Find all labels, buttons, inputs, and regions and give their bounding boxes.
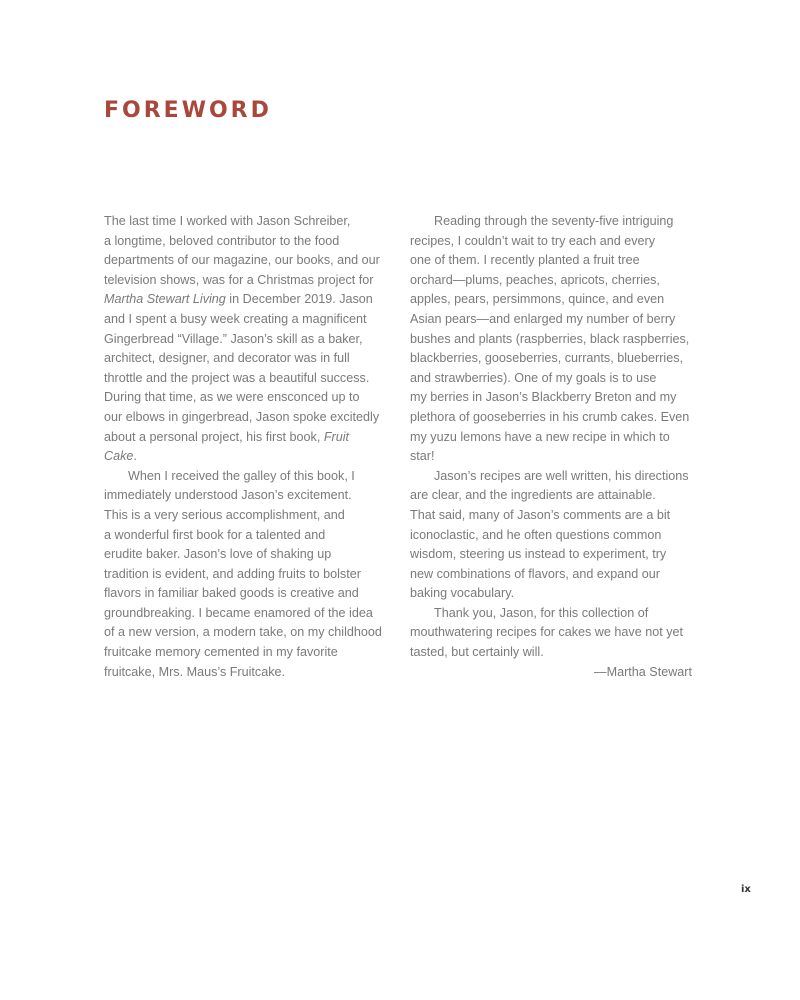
text-line: wisdom, steering us instead to experiment, try	[410, 547, 667, 562]
chapter-title: FOREWORD	[104, 98, 272, 123]
text-line: Thank you, Jason, for this collection of	[434, 605, 649, 620]
text-line: During that time, as we were ensconced up to	[104, 390, 360, 405]
text-line: one of them. I recently planted a fruit tree	[410, 253, 640, 268]
right-column	[410, 212, 710, 682]
italic-title: Cake	[104, 449, 134, 464]
text-line: our elbows in gingerbread, Jason spoke excitedly	[104, 409, 380, 424]
text-span: in December 2019. Jason	[225, 292, 373, 307]
text-span: about a personal project, his first book,	[104, 429, 324, 444]
text-line: a wonderful first book for a talented and	[104, 527, 326, 542]
text-line: erudite baker. Jason’s love of shaking up	[104, 547, 332, 562]
text-line: throttle and the project was a beautiful success.	[104, 370, 370, 385]
text-line: flavors in familiar baked goods is creative and	[104, 586, 359, 601]
text-line: my berries in Jason’s Blackberry Breton and my	[410, 390, 677, 405]
text-line: orchard—plums, peaches, apricots, cherries,	[410, 272, 660, 287]
text-span: .	[133, 449, 137, 464]
page-number: ix	[741, 884, 751, 895]
text-line: groundbreaking. I became enamored of the idea	[104, 605, 373, 620]
text-line: recipes, I couldn’t wait to try each and every	[410, 233, 656, 248]
text-line: and strawberries). One of my goals is to use	[410, 370, 657, 385]
text-line: Gingerbread “Village.” Jason’s skill as a baker,	[104, 331, 363, 346]
text-line: new combinations of flavors, and expand our	[410, 566, 660, 581]
text-line: Jason’s recipes are well written, his directions	[434, 468, 689, 483]
text-line: of a new version, a modern take, on my childhood	[104, 625, 382, 640]
text-line: a longtime, beloved contributor to the food	[104, 233, 340, 248]
text-line: Reading through the seventy-five intriguing	[434, 214, 674, 228]
italic-title: Fruit	[323, 429, 350, 444]
text-line: When I received the galley of this book, I	[128, 468, 355, 483]
text-line: This is a very serious accomplishment, and	[104, 507, 345, 522]
text-line: blackberries, gooseberries, currants, blueberries,	[410, 351, 683, 366]
text-line: The last time I worked with Jason Schreiber,	[104, 214, 351, 228]
text-line	[104, 428, 404, 448]
text-line: star!	[410, 449, 435, 464]
text-line: baking vocabulary.	[410, 586, 515, 601]
text-line: mouthwatering recipes for cakes we have not yet	[410, 625, 684, 640]
text-line: bushes and plants (raspberries, black raspberries,	[410, 331, 690, 346]
left-column	[104, 212, 404, 682]
text-line: architect, designer, and decorator was in full	[104, 351, 350, 366]
text-line: fruitcake memory cemented in my favorite	[104, 645, 338, 660]
text-line: and I spent a busy week creating a magnificent	[104, 311, 367, 326]
text-line: departments of our magazine, our books, and our	[104, 253, 380, 268]
text-line	[104, 447, 404, 467]
text-line: television shows, was for a Christmas project for	[104, 272, 374, 287]
text-line: iconoclastic, and he often questions common	[410, 527, 662, 542]
text-line: Asian pears—and enlarged my number of berry	[410, 311, 676, 326]
text-line: my yuzu lemons have a new recipe in which to	[410, 429, 670, 444]
text-line: tradition is evident, and adding fruits to bolster	[104, 566, 361, 581]
text-line	[104, 290, 404, 310]
text-line: tasted, but certainly will.	[410, 645, 544, 660]
signature: —Martha Stewart	[594, 664, 692, 679]
italic-title: Martha Stewart Living	[104, 292, 226, 307]
text-line: That said, many of Jason’s comments are a bit	[410, 507, 671, 522]
text-line: immediately understood Jason’s excitement.	[104, 488, 352, 503]
text-line: apples, pears, persimmons, quince, and even	[410, 292, 665, 307]
text-line: fruitcake, Mrs. Maus’s Fruitcake.	[104, 664, 286, 679]
text-line: are clear, and the ingredients are attainable.	[410, 488, 656, 503]
text-line: plethora of gooseberries in his crumb cakes. Even	[410, 409, 690, 424]
